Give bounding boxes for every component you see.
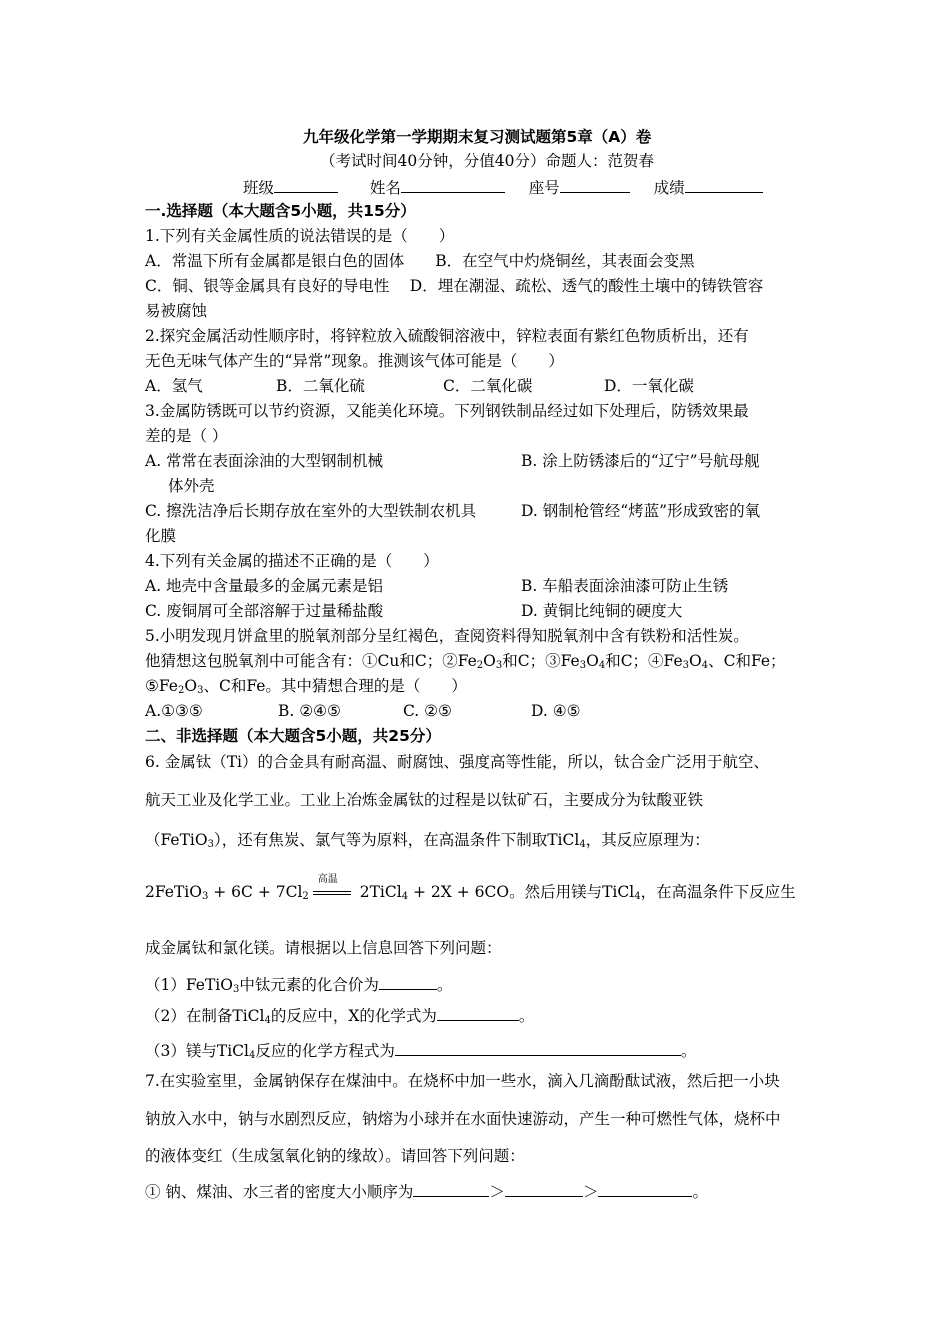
q2-stem-2: 无色无味气体产生的“异常”现象。推测该气体可能是（ ） bbox=[145, 352, 564, 370]
q2-option-c: C．二氧化碳 bbox=[443, 377, 533, 395]
q6-sub-1: （1）FeTiO$_3$中钛元素的化合价为 。 bbox=[145, 976, 453, 995]
seat-field[interactable] bbox=[560, 177, 630, 193]
q2-option-a: A．氢气 bbox=[145, 377, 203, 395]
q7-answer-blank-1[interactable] bbox=[413, 1181, 489, 1197]
q7-para-2: 钠放入水中，钠与水剧烈反应，钠熔为小球并在水面快速游动，产生一种可燃性气体，烧杯中 bbox=[145, 1110, 781, 1128]
page-title: 九年级化学第一学期期末复习测试题第5章（A）卷 bbox=[303, 128, 652, 146]
q1-stem: 1.下列有关金属性质的说法错误的是（ ） bbox=[145, 227, 455, 245]
q7-answer-blank-3[interactable] bbox=[598, 1181, 692, 1197]
q3-option-b-cont: 体外壳 bbox=[168, 477, 215, 495]
q5-stem-3: $⑤Fe_2O_3$、C和Fe。其中猜想合理的是（ ） bbox=[145, 677, 467, 696]
q6-answer-2-blank[interactable] bbox=[437, 1005, 519, 1021]
score-label: 成绩 bbox=[653, 179, 685, 197]
q4-option-c: C. 废铜屑可全部溶解于过量稀盐酸 bbox=[145, 602, 384, 620]
q6-para-1: 6. 金属钛（Ti）的合金具有耐高温、耐腐蚀、强度高等性能，所以，钛合金广泛用于航空、 bbox=[145, 753, 770, 771]
q2-option-d: D．一氧化碳 bbox=[604, 377, 694, 395]
q1-options-cd-cont: 易被腐蚀 bbox=[145, 302, 208, 320]
q4-option-d: D. 黄铜比纯铜的硬度大 bbox=[521, 602, 683, 620]
q6-para-4: 成金属钛和氯化镁。请根据以上信息回答下列问题： bbox=[145, 939, 502, 957]
q5-stem-1: 5.小明发现月饼盒里的脱氧剂部分呈红褐色，查阅资料得知脱氧剂中含有铁粉和活性炭。 bbox=[145, 627, 749, 645]
name-field[interactable] bbox=[401, 177, 505, 193]
name-label: 姓名 bbox=[369, 179, 401, 197]
exam-info: （考试时间40分钟，分值40分）命题人：范贺春 bbox=[320, 152, 654, 170]
q4-option-b: B. 车船表面涂油漆可防止生锈 bbox=[521, 577, 729, 595]
q2-stem-1: 2.探究金属活动性顺序时，将锌粒放入硫酸铜溶液中，锌粒表面有紫红色物质析出，还有 bbox=[145, 327, 749, 345]
q6-sub-2: （2）在制备TiCl$_4$的反应中，X的化学式为 。 bbox=[145, 1007, 535, 1026]
q4-stem: 4.下列有关金属的描述不正确的是（ ） bbox=[145, 552, 439, 570]
q3-option-b: B. 涂上防锈漆后的“辽宁”号航母舰 bbox=[521, 452, 760, 470]
class-label: 班级 bbox=[243, 179, 275, 197]
q3-stem-1: 3.金属防锈既可以节约资源，又能美化环境。下列钢铁制品经过如下处理后，防锈效果最 bbox=[145, 402, 749, 420]
q6-answer-3-blank[interactable] bbox=[395, 1040, 681, 1056]
q1-options-ab: A．常温下所有金属都是银白色的固体 B．在空气中灼烧铜丝，其表面会变黑 bbox=[145, 252, 695, 270]
q5-option-a: A.①③⑤ bbox=[145, 702, 203, 720]
q7-answer-blank-2[interactable] bbox=[505, 1181, 583, 1197]
q7-para-1: 7.在实验室里，金属钠保存在煤油中。在烧杯中加一些水，滴入几滴酚酞试液，然后把一小块 bbox=[145, 1072, 780, 1090]
q6-answer-1-blank[interactable] bbox=[379, 974, 437, 990]
q5-option-d: D. ④⑤ bbox=[531, 702, 581, 720]
q6-equation: 2FeTiO$_3$ + $6C + 7Cl_2$ 高温 2TiCl$_4$ + 2X + 6CO。然后用镁与TiCl$_4$，在高温条件下反应生 bbox=[145, 874, 796, 902]
class-field[interactable] bbox=[274, 177, 338, 193]
q7-sub-1: ① 钠、煤油、水三者的密度大小顺序为 ＞ ＞ 。 bbox=[145, 1183, 708, 1201]
q1-options-cd: C．铜、银等金属具有良好的导电性 D．埋在潮湿、疏松、透气的酸性土壤中的铸铁管容 bbox=[145, 277, 764, 295]
q6-para-2: 航天工业及化学工业。工业上冶炼金属钛的过程是以钛矿石，主要成分为钛酸亚铁 bbox=[145, 791, 704, 809]
q5-option-b: B. ②④⑤ bbox=[278, 702, 341, 720]
q3-option-c: C. 擦洗洁净后长期存放在室外的大型铁制农机具 bbox=[145, 502, 477, 520]
q3-option-a: A. 常常在表面涂油的大型钢制机械 bbox=[145, 452, 384, 470]
q6-sub-3: （3）镁与TiCl$_4$反应的化学方程式为 。 bbox=[145, 1042, 697, 1061]
q3-option-d-cont: 化膜 bbox=[145, 527, 177, 545]
reaction-condition-arrow: 高温 bbox=[309, 883, 355, 903]
q3-stem-2: 差的是（ ） bbox=[145, 427, 228, 445]
section-heading-choice: 一.选择题（本大题含5小题，共15分） bbox=[145, 202, 416, 220]
student-info-row bbox=[243, 177, 763, 198]
score-field[interactable] bbox=[685, 177, 763, 193]
q6-para-3: （FeTiO$_3$），还有焦炭、氯气等为原料，在高温条件下制取TiCl$_4$，其反应原理为： bbox=[145, 831, 710, 850]
q5-stem-2: 他猜想这包脱氧剂中可能含有：①Cu和C；$②Fe_2O_3$和C；$③Fe_3O_4$和C；$④Fe_3O_4$、C和Fe； bbox=[145, 652, 786, 671]
q5-option-c: C. ②⑤ bbox=[403, 702, 452, 720]
q4-option-a: A. 地壳中含量最多的金属元素是铝 bbox=[145, 577, 384, 595]
seat-label: 座号 bbox=[528, 179, 560, 197]
q3-option-d: D. 钢制枪管经“烤蓝”形成致密的氧 bbox=[521, 502, 761, 520]
q7-para-3: 的液体变红（生成氢氧化钠的缘故）。请回答下列问题： bbox=[145, 1147, 525, 1165]
section-heading-nonchoice: 二、非选择题（本大题含5小题，共25分） bbox=[145, 727, 441, 745]
q2-option-b: B．二氧化硫 bbox=[276, 377, 365, 395]
